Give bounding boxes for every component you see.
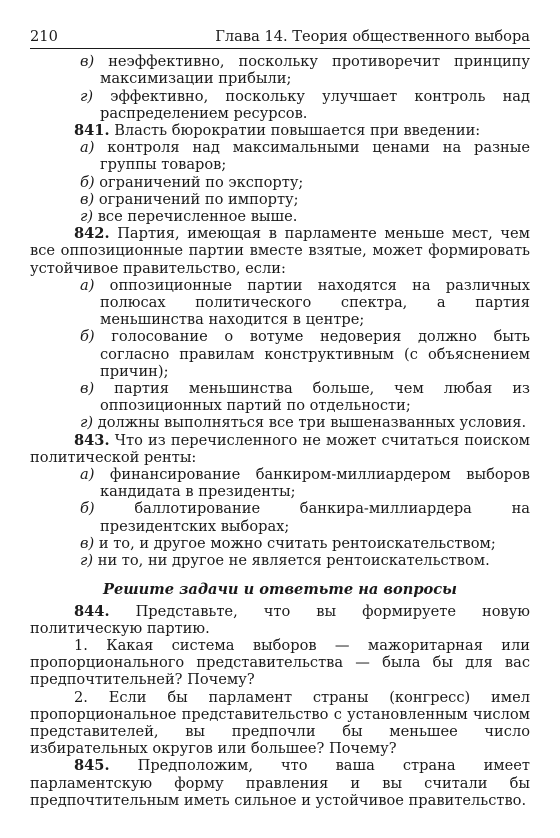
option-text: партия меньшинства больше, чем любая из оппозиционных партий по отдельности;	[100, 380, 530, 415]
option-text: все перечисленное выше.	[97, 208, 298, 226]
option-item	[30, 174, 530, 191]
option-text: ни то, ни другое не является рентоискательством.	[97, 552, 490, 570]
question-number: 842.	[74, 225, 110, 243]
option-letter: в)	[80, 190, 95, 208]
question-841	[30, 122, 530, 139]
option-letter: г)	[80, 208, 94, 226]
section-heading: Решите задачи и ответьте на вопросы	[102, 581, 457, 599]
option-text: финансирование банкиром-миллиардером выборов кандидата в президенты;	[100, 466, 530, 501]
option-item	[30, 380, 530, 414]
chapter-title: Глава 14. Теория общественного выбора	[215, 28, 530, 45]
option-item	[30, 466, 530, 500]
task-number: 844.	[74, 602, 110, 620]
question-number: 843.	[74, 431, 110, 449]
option-letter: а)	[80, 139, 95, 157]
option-text: и то, и другое можно считать рентоискательством;	[98, 534, 496, 552]
task-text: Представьте, что вы формируете новую политическую партию.	[30, 602, 530, 637]
option-letter: б)	[80, 500, 95, 518]
option-text: контроля над максимальными ценами на разные группы товаров;	[100, 139, 531, 174]
option-letter: в)	[80, 53, 95, 71]
option-letter: в)	[80, 534, 95, 552]
option-text: должны выполняться все три вышеназванных условия.	[97, 414, 527, 432]
book-page	[30, 28, 530, 809]
question-842	[30, 225, 530, 277]
page-number: 210	[30, 28, 58, 45]
option-item	[30, 139, 530, 173]
task-item: 1. Какая система выборов — мажоритарная или пропорционального представительства — была бы для вас предпочтительней? Почему?	[30, 636, 530, 689]
option-letter: б)	[80, 173, 95, 191]
option-letter: в)	[80, 380, 95, 398]
option-item	[30, 552, 530, 569]
option-text: ограничений по импорту;	[98, 190, 299, 208]
option-item	[30, 277, 530, 329]
option-text: баллотирование банкира-миллиардера на президентских выборах;	[100, 500, 531, 535]
option-text: оппозиционные партии находятся на различных полюсах политического спектра, а партия меньшинства находится в центре;	[100, 276, 530, 329]
option-letter: а)	[80, 276, 95, 294]
option-text: эффективно, поскольку улучшает контроль над распределением ресурсов.	[100, 87, 530, 122]
option-letter: г)	[80, 414, 94, 432]
question-text: Что из перечисленного не может считаться поиском политической ренты:	[30, 431, 530, 466]
option-item	[30, 500, 530, 534]
option-item	[30, 88, 530, 122]
option-letter: г)	[80, 552, 94, 570]
option-letter: г)	[80, 87, 94, 105]
option-text: голосование о вотуме недоверия должно быть согласно правилам конструктивным (с объяснением причин);	[100, 328, 530, 380]
option-text: неэффективно, поскольку противоречит принципу максимизации прибыли;	[100, 53, 530, 88]
question-843	[30, 432, 530, 466]
task-844	[30, 603, 530, 637]
task-845	[30, 757, 530, 809]
option-item	[30, 414, 530, 431]
option-item	[30, 208, 530, 225]
option-item	[30, 191, 530, 208]
option-text: ограничений по экспорту;	[99, 173, 304, 191]
page-header	[30, 28, 530, 49]
option-item	[30, 535, 530, 552]
question-number: 841.	[74, 122, 110, 140]
task-item: 2. Если бы парламент страны (конгресс) имел пропорциональное представительство с установленным числом представителей, вы предпочли бы меньшее число избирательных округов или большее? Почему?	[30, 688, 530, 758]
option-letter: а)	[80, 466, 95, 484]
question-text: Власть бюрократии повышается при введении:	[114, 122, 481, 140]
option-item	[30, 53, 530, 87]
question-text: Партия, имеющая в парламенте меньше мест, чем все оппозиционные партии вместе взятые, может формировать устойчивое правительство, если:	[30, 225, 531, 277]
option-letter: б)	[80, 328, 95, 346]
task-number: 845.	[74, 757, 110, 775]
option-item	[30, 328, 530, 380]
task-text: Предположим, что ваша страна имеет парламентскую форму правления и вы считали бы предпочтительным иметь сильное и устойчивое правительство.	[30, 757, 531, 809]
